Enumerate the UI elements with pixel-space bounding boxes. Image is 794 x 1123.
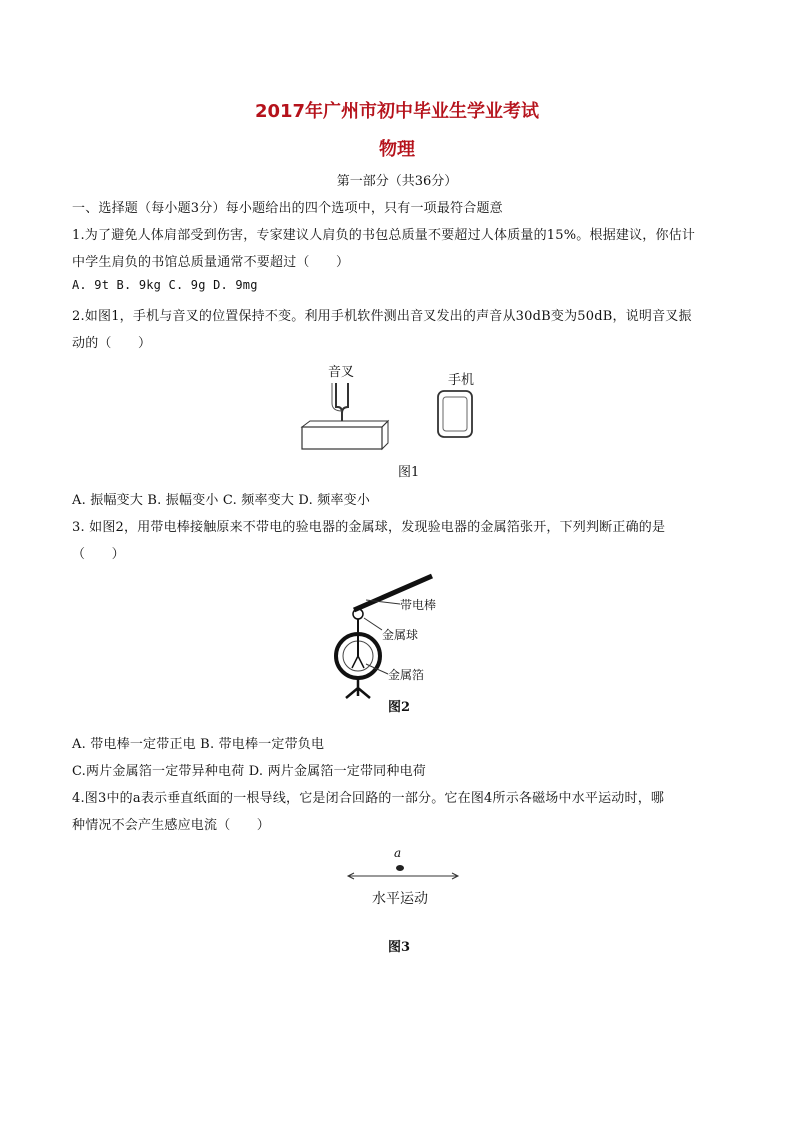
figure-3-caption: 图3 xyxy=(388,940,411,955)
q1-stem-line2: 中学生肩负的书馆总质量通常不要超过（ ） xyxy=(72,255,350,270)
q2-stem-line2: 动的（ ） xyxy=(72,336,152,351)
label-wire-a: a xyxy=(394,846,402,860)
exam-title: 2017年广州市初中毕业生学业考试 xyxy=(254,101,540,122)
q3-stem-line1: 3. 如图2，用带电棒接触原来不带电的验电器的金属球，发现验电器的金属箔张开，下列判断正确的是 xyxy=(72,520,666,535)
tuning-fork-icon xyxy=(302,383,388,449)
q3-stem-line2: （ ） xyxy=(72,547,125,562)
label-metal-ball: 金属球 xyxy=(382,628,419,642)
section-instruction: 一、选择题（每小题3分）每小题给出的四个选项中，只有一项最符合题意 xyxy=(72,201,503,216)
q1-stem-line1: 1.为了避免人体肩部受到伤害，专家建议人肩负的书包总质量不要超过人体质量的15%。根据建议，你估计 xyxy=(72,228,696,243)
q2-stem-line1: 2.如图1，手机与音叉的位置保持不变。利用手机软件测出音叉发出的声音从30dB变为50dB，说明音叉振 xyxy=(72,309,692,324)
electroscope-icon xyxy=(336,609,380,698)
q4-stem-line1: 4.图3中的a表示垂直纸面的一根导线，它是闭合回路的一部分。它在图4所示各磁场中水平运动时，哪 xyxy=(72,791,665,806)
figure-3 xyxy=(340,848,470,958)
q1-options: A. 9t B. 9kg C. 9g D. 9mg xyxy=(72,278,258,292)
q2-options: A. 振幅变大 B. 振幅变小 C. 频率变大 D. 频率变小 xyxy=(72,493,371,508)
subject-title: 物理 xyxy=(379,139,415,160)
label-phone: 手机 xyxy=(448,373,475,388)
label-charged-rod: 带电棒 xyxy=(400,598,437,612)
label-horizontal-motion: 水平运动 xyxy=(372,891,428,907)
double-arrow-icon xyxy=(348,873,458,879)
figure-2 xyxy=(330,570,470,720)
figure-1-caption: 图1 xyxy=(398,465,420,480)
label-tuning-fork: 音叉 xyxy=(328,365,355,380)
q3-options-line1: A. 带电棒一定带正电 B. 带电棒一定带负电 xyxy=(72,737,325,752)
q3-options-line2: C.两片金属箔一定带异种电荷 D. 两片金属箔一定带同种电荷 xyxy=(72,764,426,779)
section-heading: 第一部分（共36分） xyxy=(336,174,458,189)
wire-cross-section-icon xyxy=(396,865,404,871)
figure-1 xyxy=(290,355,510,480)
figure-3-drawing xyxy=(340,848,470,888)
label-metal-foil: 金属箔 xyxy=(388,668,425,682)
figure-2-caption: 图2 xyxy=(388,700,411,715)
q4-stem-line2: 种情况不会产生感应电流（ ） xyxy=(72,818,271,833)
phone-icon xyxy=(438,391,472,437)
